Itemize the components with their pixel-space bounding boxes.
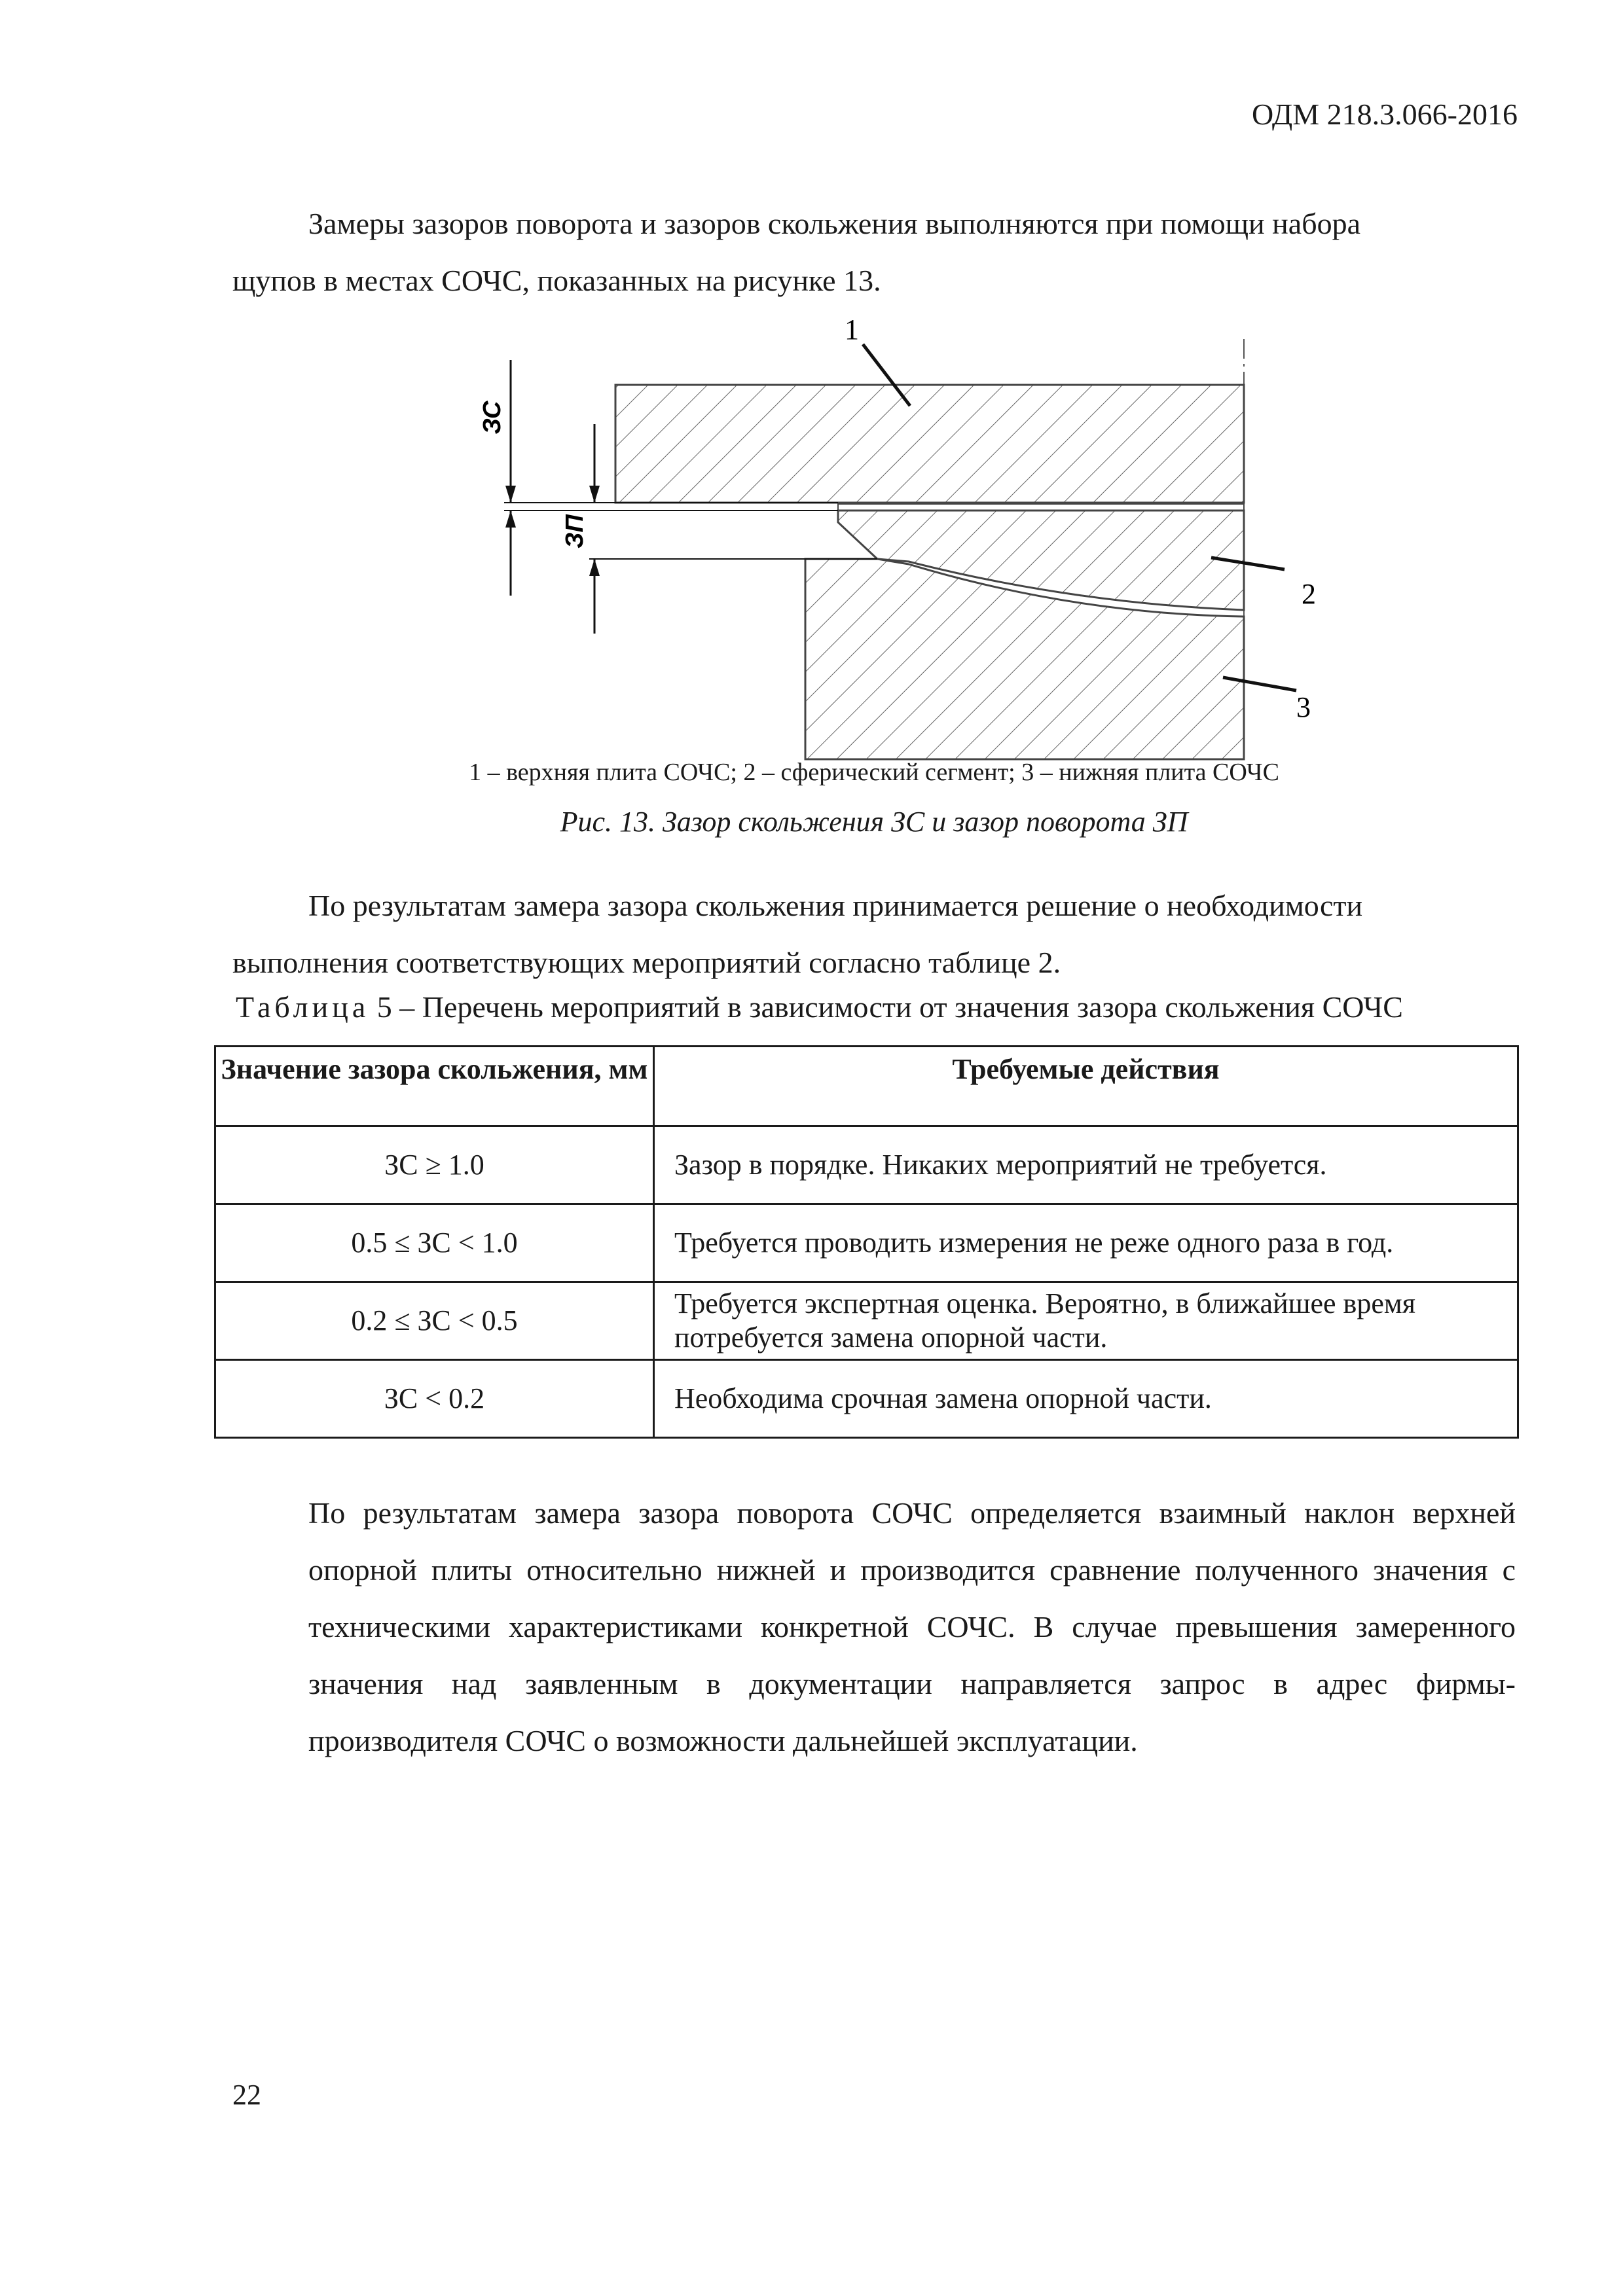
- action-cell: Зазор в порядке. Никаких мероприятий не требуется.: [654, 1126, 1518, 1204]
- decision-paragraph: [232, 877, 1516, 991]
- rotation-text: По результатам замера зазора поворота СОЧС определяется взаимный наклон верхней опорной плиты относительно нижней и производится сравнение полученного значения с техническими характеристиками конкретной СОЧС. В случае превышения замеренного значения над заявленным в документации направляется запрос в адрес фирмы-производителя СОЧС о возможности дальнейшей эксплуатации.: [308, 1496, 1516, 1757]
- upper-plate: [615, 385, 1244, 503]
- document-code: ОДМ 218.3.066-2016: [1251, 98, 1518, 131]
- bearing-diagram: [458, 308, 1316, 766]
- intro-paragraph: [232, 195, 1516, 309]
- dimension-zp-label: ЗП: [561, 514, 589, 548]
- header-actions: Требуемые действия: [654, 1047, 1518, 1126]
- callout-3: 3: [1296, 691, 1311, 723]
- table-row: [215, 1282, 1518, 1360]
- callout-2: 2: [1302, 578, 1316, 610]
- header-gap-value: Значение зазора скольжения, мм: [215, 1047, 654, 1126]
- intro-line-1: Замеры зазоров поворота и зазоров скольжения выполняются при помощи набора: [308, 207, 1361, 240]
- callout-1: 1: [845, 314, 859, 346]
- table-header-row: [215, 1047, 1518, 1126]
- action-cell: Необходима срочная замена опорной части.: [654, 1360, 1518, 1438]
- decision-line-1: По результатам замера зазора скольжения принимается решение о необходимости: [308, 889, 1363, 922]
- gap-value-cell: 0.5 ≤ ЗС < 1.0: [215, 1204, 654, 1282]
- gap-value-cell: ЗС ≥ 1.0: [215, 1126, 654, 1204]
- figure-legend: 1 – верхняя плита СОЧС; 2 – сферический сегмент; 3 – нижняя плита СОЧС: [469, 759, 1279, 786]
- table-caption-word: Таблица: [236, 990, 370, 1024]
- decision-line-2: выполнения соответствующих мероприятий согласно таблице 2.: [232, 946, 1061, 979]
- action-cell: Требуется проводить измерения не реже одного раза в год.: [654, 1204, 1518, 1282]
- table-caption: [236, 990, 1403, 1024]
- rotation-paragraph: [232, 1484, 1516, 1769]
- table-row: [215, 1204, 1518, 1282]
- gap-value-cell: ЗС < 0.2: [215, 1360, 654, 1438]
- table-row: [215, 1126, 1518, 1204]
- dimension-zs-label: ЗС: [479, 401, 506, 435]
- table-row: [215, 1360, 1518, 1438]
- figure-caption: Рис. 13. Зазор скольжения ЗС и зазор поворота ЗП: [560, 806, 1188, 838]
- action-cell: Требуется экспертная оценка. Вероятно, в ближайшее время потребуется замена опорной части.: [654, 1282, 1518, 1360]
- gap-value-cell: 0.2 ≤ ЗС < 0.5: [215, 1282, 654, 1360]
- intro-line-2: щупов в местах СОЧС, показанных на рисунке 13.: [232, 264, 881, 297]
- page-number: 22: [232, 2079, 261, 2111]
- gap-actions-table: [214, 1045, 1519, 1439]
- table-caption-text: 5 – Перечень мероприятий в зависимости от значения зазора скольжения СОЧС: [369, 990, 1403, 1024]
